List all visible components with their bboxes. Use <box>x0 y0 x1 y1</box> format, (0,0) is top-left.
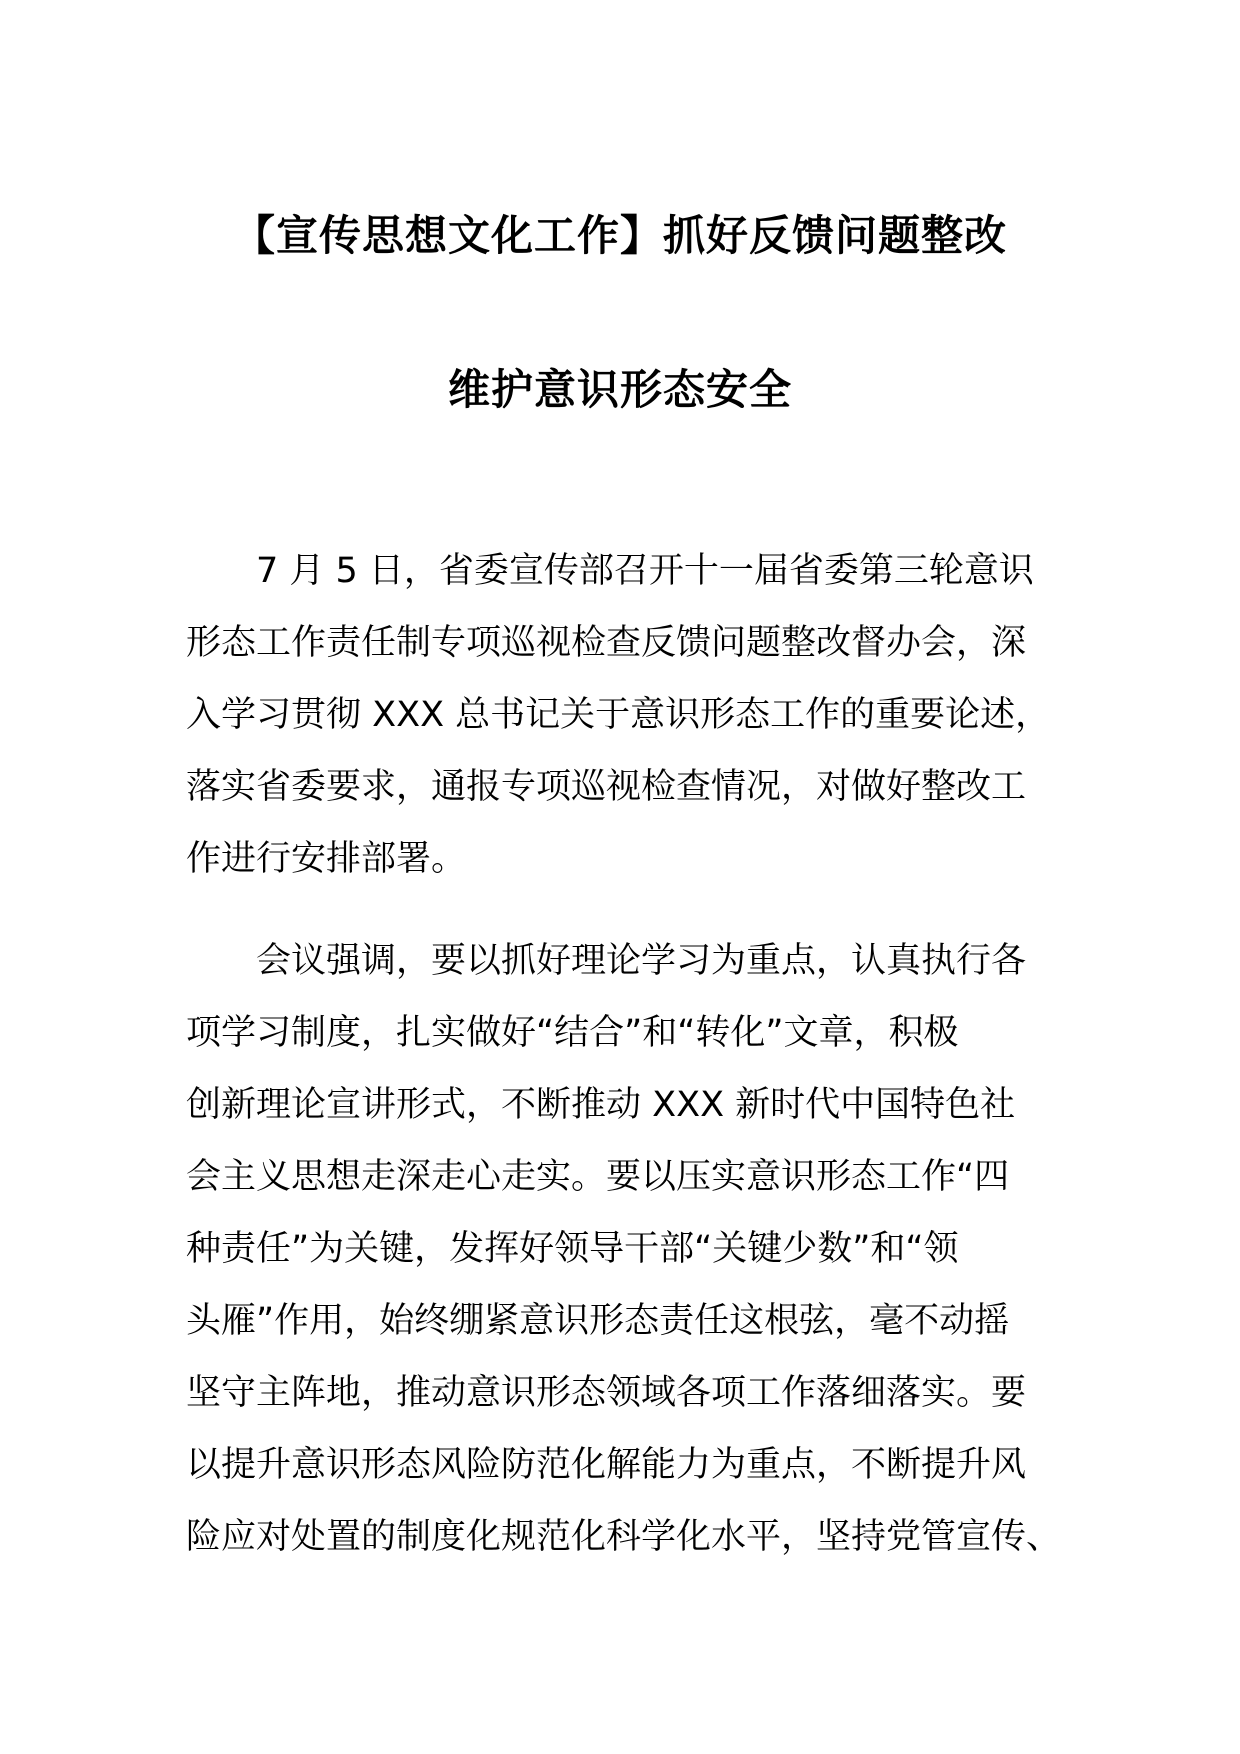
paragraph-line: 以提升意识形态风险防范化解能力为重点，不断提升风 <box>186 1445 1027 1485</box>
paragraph-line: 落实省委要求，通报专项巡视检查情况，对做好整改工 <box>186 767 1027 807</box>
document-title-line-1: 【宣传思想文化工作】抓好反馈问题整改 <box>232 211 1007 260</box>
document-title-line-2: 维护意识形态安全 <box>447 365 792 414</box>
paragraph-line: 头雁”作用，始终绷紧意识形态责任这根弦，毫不动摇 <box>186 1301 1010 1341</box>
paragraph-line: 形态工作责任制专项巡视检查反馈问题整改督办会，深 <box>186 623 1027 663</box>
paragraph-line: 险应对处置的制度化规范化科学化水平，坚持党管宣传、 <box>186 1517 1062 1557</box>
paragraph-2 <box>186 925 1066 1573</box>
paragraph-line: 种责任”为关键，发挥好领导干部“关键少数”和“领 <box>186 1229 959 1269</box>
paragraph-line: 会主义思想走深走心走实。要以压实意识形态工作“四 <box>186 1157 1010 1197</box>
paragraph-line: 7 月 5 日，省委宣传部召开十一届省委第三轮意识 <box>186 551 1034 591</box>
paragraph-line: 坚守主阵地，推动意识形态领域各项工作落细落实。要 <box>186 1373 1027 1413</box>
paragraph-line: 项学习制度，扎实做好“结合”和“转化”文章，积极 <box>186 1013 959 1053</box>
paragraph-line: 入学习贯彻 XXX 总书记关于意识形态工作的重要论述， <box>186 695 1051 735</box>
paragraph-line: 会议强调，要以抓好理论学习为重点，认真执行各 <box>186 941 1027 981</box>
paragraph-line: 作进行安排部署。 <box>186 839 467 879</box>
paragraph-line: 创新理论宣讲形式，不断推动 XXX 新时代中国特色社 <box>186 1085 1016 1125</box>
paragraph-1 <box>186 535 1066 895</box>
